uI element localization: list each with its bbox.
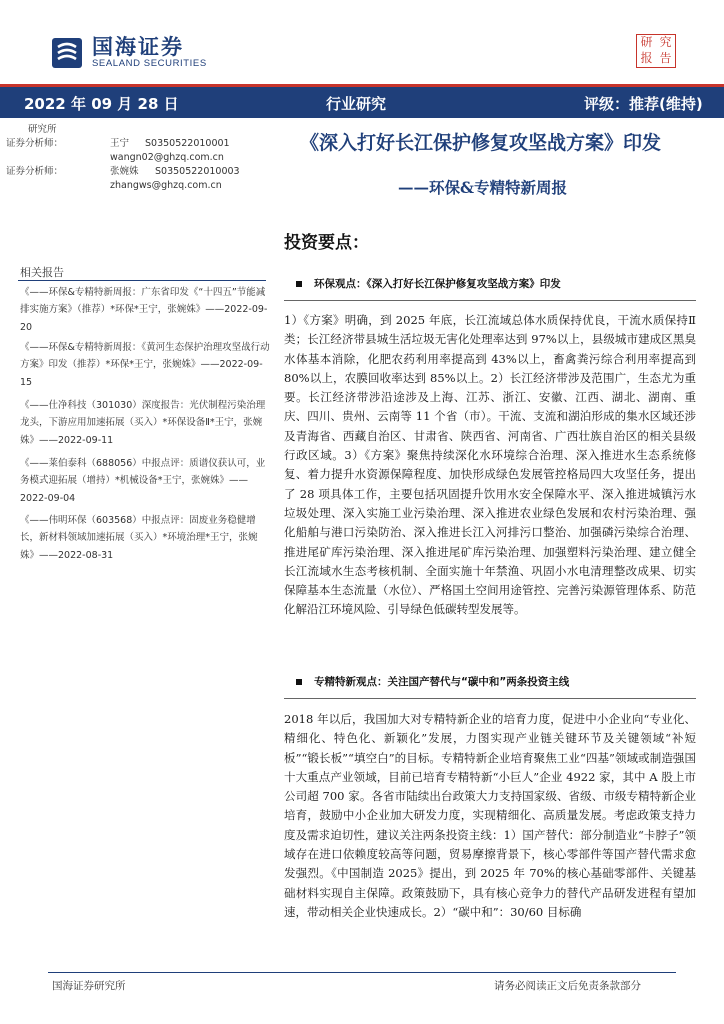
header-banner bbox=[0, 84, 724, 118]
env-section-heading bbox=[296, 276, 561, 291]
analyst-cert: S0350522010001 bbox=[145, 138, 230, 149]
logo-chinese-name: 国海证券 bbox=[92, 35, 184, 59]
bullet-square-icon bbox=[296, 679, 302, 685]
institute-label: 研究所 bbox=[28, 124, 57, 135]
analyst-role-label: 证券分析师： bbox=[6, 138, 64, 149]
divider bbox=[284, 698, 696, 699]
sme-heading-text: 专精特新观点：关注国产替代与“碳中和”两条投资主线 bbox=[314, 676, 570, 688]
analyst-name: 王宁 bbox=[110, 138, 130, 149]
sealand-logo-icon bbox=[50, 36, 84, 70]
report-title: 《深入打好长江保护修复攻坚战方案》印发 bbox=[300, 132, 662, 154]
analyst-cert: S0350522010003 bbox=[155, 166, 240, 177]
bullet-square-icon bbox=[296, 281, 302, 287]
report-date: 2022 年 09 月 28 日 bbox=[24, 95, 179, 113]
related-report-item: 《——莱伯泰科（688056）中报点评：质谱仪获认可，业务模式迎拓展（增持）*机械设备*王宁，张婉姝》——2022-09-04 bbox=[20, 458, 266, 504]
related-reports-heading: 相关报告 bbox=[20, 266, 64, 279]
analyst-email: wangn02@ghzq.com.cn bbox=[110, 152, 224, 163]
analyst-email: zhangws@ghzq.com.cn bbox=[110, 180, 222, 191]
report-category: 行业研究 bbox=[326, 95, 387, 113]
company-logo bbox=[50, 36, 207, 70]
investment-highlights-heading: 投资要点： bbox=[284, 233, 369, 253]
related-report-item: 《——环保&专精特新周报：广东省印发《“十四五”节能减排实施方案》（推荐）*环保*王宁，张婉姝》——2022-09-20 bbox=[20, 287, 268, 333]
logo-english-name: SEALAND SECURITIES bbox=[92, 58, 207, 69]
research-report-seal bbox=[636, 34, 676, 68]
related-report-item: 《——仕净科技（301030）深度报告：光伏制程污染治理龙头，下游应用加速拓展（买入）*环保设备Ⅱ*王宁，张婉姝》——2022-09-11 bbox=[20, 400, 266, 446]
footer-disclaimer: 请务必阅读正文后免责条款部分 bbox=[494, 980, 641, 992]
seal-char: 告 bbox=[659, 51, 672, 65]
env-heading-text: 环保观点：《深入打好长江保护修复攻坚战方案》印发 bbox=[314, 278, 561, 290]
sme-section-heading bbox=[296, 674, 569, 689]
footer-institute: 国海证券研究所 bbox=[52, 980, 126, 992]
sme-section-body: 2018 年以后，我国加大对专精特新企业的培育力度，促进中小企业向“专业化、精细化、特色化、新颖化”发展，力图实现产业链关键环节及关键领域“补短板”“锻长板”“填空白”的目标。专精特新企业培育聚焦工业“四基”领域或制造强国十大重点产业领域，目前已培育专精特新“小巨人”企业 4922 家，其中 A 股上市公司超 700 家。各省市陆续出台政策大力支持国家级、省级、市级专精特新企业培育，鼓励中小企业加大研发力度，实现精细化、高质量发展。考虑政策支持力度及需求迫切性，建议关注两条投资主线：1）国产替代：部分制造业“卡脖子”领域存在进口依赖度较高等问题，贸易摩擦背景下，核心零部件等国产替代需求愈发强烈。《中国制造 2025》提出，到 2025 年 70%的核心基础零部件、关键基础材料实现自主保障。政策鼓励下，具有核心竞争力的替代产品研发进程有望加速，带动相关企业快速成长。2）“碳中和”：30/60 目标确 bbox=[284, 712, 696, 919]
related-report-item: 《——环保&专精特新周报：《黄河生态保护治理攻坚战行动方案》印发（推荐）*环保*王宁，张婉姝》——2022-09-15 bbox=[20, 342, 270, 388]
report-subtitle: ——环保&专精特新周报 bbox=[398, 178, 567, 197]
analyst-name: 张婉姝 bbox=[110, 166, 139, 177]
seal-char: 报 bbox=[640, 51, 653, 65]
analyst-role-label: 证券分析师： bbox=[6, 166, 64, 177]
report-rating: 评级：推荐(维持) bbox=[584, 95, 703, 113]
env-section-body: 1）《方案》明确，到 2025 年底，长江流域总体水质保持优良，干流水质保持Ⅱ类；长江经济带县城生活垃圾无害化处理率达到 97%以上，县级城市建成区黑臭水体基本消除，化肥农药利用率提高到 43%以上，畜禽粪污综合利用率提高到 80%以上，农膜回收率达到 85%以上。2）长江经济带涉及范围广，生态尤为重要。长江经济带涉沿途涉及上海、江苏、浙江、安徽、江西、湖北、湖南、重庆、四川、贵州、云南等 11 个省（市）。干流、支流和湖泊形成的集水区域还涉及青海省、西藏自治区、甘肃省、陕西省、河南省、广西壮族自治区的相关县级行政区域。3）《方案》聚焦持续深化水环境综合治理、深入推进水生态系统修复、着力提升水资源保障程度、加快形成绿色发展管控格局四大攻坚任务，提出了 28 项具体工作，主要包括巩固提升饮用水安全保障水平、深入推进城镇污水垃圾处理、深入实施工业污染治理、深入推进农业绿色发展和农村污染治理、强化船舶与港口污染防治、深入推进长江入河排污口整治、加强磷污染综合治理、推进尾矿库污染治理、深入推进尾矿库污染治理、加强塑料污染治理、建立健全长江流域水生态考核机制、全面实施十年禁渔、巩固小水电清理整改成果、切实保障基本生态流量（水位）、严格国土空间用途管控、完善污染源管理体系、防范化解沿江环境风险、引导绿色低碳转型发展等。 bbox=[284, 313, 696, 617]
divider bbox=[18, 280, 266, 281]
seal-char: 研 bbox=[640, 35, 653, 49]
footer-divider bbox=[48, 972, 676, 973]
seal-char: 究 bbox=[659, 35, 672, 49]
related-report-item: 《——伟明环保（603568）中报点评：固废业务稳健增长，新材料领域加速拓展（买入）*环境治理*王宁，张婉姝》——2022-08-31 bbox=[20, 515, 258, 561]
divider bbox=[284, 300, 696, 301]
